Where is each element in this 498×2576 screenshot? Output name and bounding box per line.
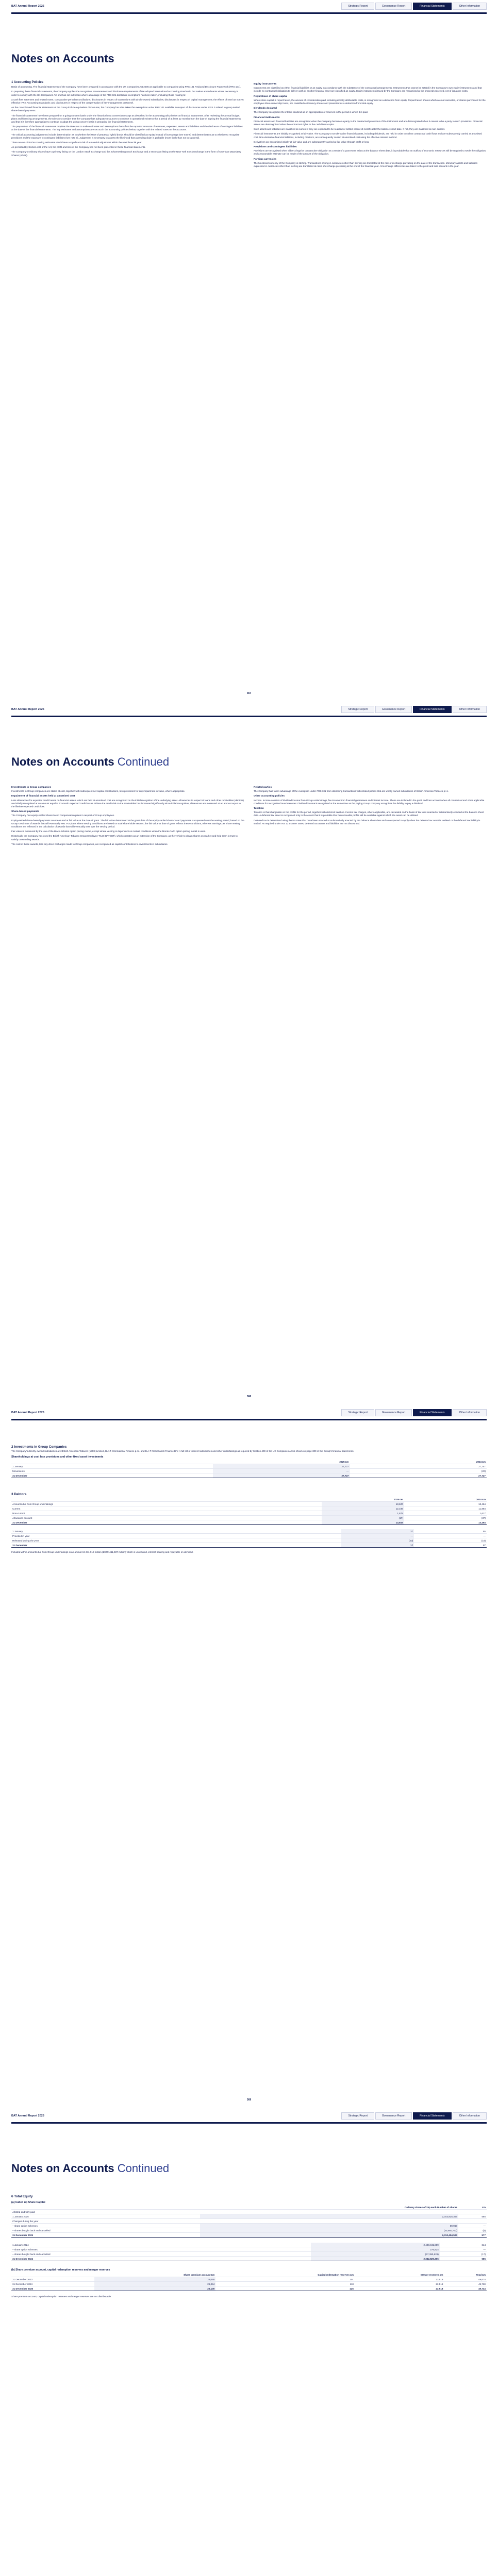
table-row: 31 December 2025 2,312,454,503 577 (12, 2233, 486, 2236)
paragraph: The financial statements have been prepared on a going concern basis under the historical cost convention except as described in the accounting policy below on financial instruments. After reviewing the annual budget, plans and financing arrangements, the Directors consider that the Company has adequate resources to continue in operational existence for a period of at least 12 months from the date of signing the financial statements and that it is therefore appropriate to continue to adopt the going concern basis in preparing the financial statements. (11, 114, 241, 124)
paragraph: The Company's ordinary shares have a primary listing on the London Stock Exchange and the Johannesburg Stock Exchange and a secondary listing on the New York Stock Exchange in the form of American Depositary Shares (ADSs). (11, 150, 241, 157)
paragraph: Investments in Group companies are stated at cost, together with subsequent net capital contributions, less provisions for any impairment in value, where appropriate. (11, 790, 186, 793)
page-367 (0, 0, 498, 703)
col-header: £m (458, 2205, 487, 2210)
table-row: 1 January 37 55 (12, 1530, 486, 1533)
tab-governance-report[interactable]: Governance Report (375, 706, 412, 713)
tab-governance-report[interactable]: Governance Report (375, 1409, 412, 1416)
table-row: 1 January 27,727 27,747 (12, 1465, 486, 1468)
note-heading: 6 Total Equity (11, 2195, 33, 2198)
nav-tabs (341, 2112, 487, 2120)
paragraph: The functional currency of the Company is sterling. Transactions arising in currencies other than sterling are translated at the rate of exchange prevailing on the date of the transaction. Monetary assets and liabilities expressed in currencies other than sterling are translated at rates of exchange prevailing at the end of the financial year. All exchange differences are taken to the profit and loss account in the year. (254, 161, 478, 168)
paragraph: The Company's directly owned subsidiaries are British American Tobacco (1998) Limited, B.A.T. International Finance p.l.c. and B.A.T Netherlands Finance B.V. A full list of indirect subsidiaries and other undertakings as required by Section 409 of the UK Companies Act is shown on page 309 of the Group's financial statements. (11, 1450, 354, 1452)
investments-table (11, 1460, 487, 1478)
left-column (11, 81, 244, 170)
tab-strategic-report[interactable]: Strategic Report (341, 2112, 374, 2120)
col-header: 2024 £m (350, 1460, 487, 1464)
tab-other-information[interactable]: Other Information (453, 1409, 487, 1416)
subheading: Share-based payments (11, 810, 39, 814)
tab-strategic-report[interactable]: Strategic Report (341, 1409, 374, 1416)
note-2-section (0, 1420, 498, 1478)
footnote: Included within amounts due from Group undertakings is an amount of £11,918 million (2024: £11,687 million) which is unsecured, interest bearing and repayable on demand. (11, 1551, 193, 1554)
footnote: Share premium account, capital redemption reserves and merger reserves are not distributable. (11, 2295, 112, 2298)
table-row: – shares bought back and cancelled (30,460,763) (8) (12, 2229, 486, 2232)
page-370 (0, 2110, 498, 2576)
table-row: 1 January 2024 2,408,841,809 614 (12, 2243, 486, 2246)
paragraph: Deferred tax is determined using the tax rates that have been enacted or substantively enacted by the balance sheet date and are expected to apply when the deferred tax asset is realised or the deferred tax liability is settled. As required under IAS 12 Income Taxes, deferred tax assets and liabilities are not discounted. (254, 819, 480, 825)
table-row: – share option schemes 275,824 — (12, 2248, 486, 2251)
subheading: Taxation (254, 807, 264, 810)
page-number: 368 (246, 1395, 252, 1398)
table-row: Amounts due from Group undertakings 13,847 13,464 (12, 1502, 486, 1505)
table-row: 31 December 2024 26,094 118 23,518 49,730 (12, 2282, 486, 2285)
page-header (0, 2110, 498, 2122)
table-row: 31 December 2024 2,342,825,306 585 (12, 2257, 486, 2260)
table-row: – share option schemes 89,960 — (12, 2224, 486, 2227)
nav-tabs (341, 706, 487, 713)
paragraph: The cost of these awards, less any direct recharges made to Group companies, are recognised as capital contributions to investments in subsidiaries. (11, 842, 168, 845)
paragraph: The Company recognises the interim dividend as an appropriation of reserves in the period in which it is paid. (254, 111, 368, 114)
reserves-table: Share premium account £m Capital redemption reserves £m Merger reserves £m Total £m 31 December 2023 26,055 101 23,518 49,674 31 December 2024 26,094 118 23,518 49,730 31 December 2025 26,100 126 23,518 49,744 (12, 2273, 486, 2290)
table-row: Released during the year (20) (18) (12, 1539, 486, 1542)
paragraph: The critical accounting judgements include determination as to whether the issue of perpetual hybrid bonds should be classified as equity instead of borrowings (see note 6) and determination as to whether to recognise provisions and the exposure to contingent liabilities (see note 7). Judgement is necessary to assess the likelihood that a pending claim is probable (more likely than not to succeed). (11, 133, 240, 139)
tab-other-information[interactable]: Other Information (453, 706, 487, 713)
tab-strategic-report[interactable]: Strategic Report (341, 706, 374, 713)
subheading: Foreign currencies (254, 158, 277, 161)
report-brand: BAT Annual Report 2025 (11, 5, 44, 8)
table-row: Changes during the year (11, 2219, 487, 2224)
page-368 (0, 703, 498, 1406)
table-row: Allotted and fully paid (11, 2210, 487, 2214)
paragraph: The Company has equity-settled share-based compensation plans in respect of Group employees. (11, 814, 115, 817)
col-header: 2025 £m (213, 1460, 350, 1464)
tab-financial-statements[interactable]: Financial Statements (413, 1409, 451, 1416)
note-6-section (0, 2195, 498, 2298)
paragraph: Fair value is measured by the use of the Black-Scholes option pricing model, except where vesting is dependent on market conditions when the Monte-Carlo option pricing model is used. (11, 830, 206, 833)
table-row: 31 December 2023 26,055 101 23,518 49,674 (12, 2278, 486, 2281)
paragraph: Such assets and liabilities are classified as current if they are expected to be realised or settled within 12 months after the balance sheet date. If not, they are classified as non-current. (254, 128, 445, 131)
table-row: 31 December 2025 26,100 126 23,518 49,744 (12, 2287, 486, 2290)
note-heading: 3 Debtors (11, 1493, 27, 1497)
paragraph: a cash flow statement and related notes; comparative period reconciliations; disclosures in respect of transactions with wholly owned subsidiaries; disclosures in respect of capital management; the effects of new but not yet effective IFRS Accounting Standards; and disclosures in respect of the compensation of key management personnel. (11, 98, 244, 105)
table-row: 1 January 2025 2,342,825,306 585 (12, 2215, 486, 2218)
table-row: Non-current 1,678 1,617 (12, 1512, 486, 1515)
left-column (11, 784, 244, 848)
paragraph: As the consolidated financial statements of the Group include equivalent disclosures, the Company has also taken the exemptions under FRS 101 available in respect of disclosures under IFRS 2 related to group settled share-based payments. (11, 106, 240, 112)
paragraph: When share capital is repurchased, the amount of consideration paid, including directly attributable costs, is recognised as a deduction from equity. Repurchased shares which are not cancelled, or shares purchased for the employee share ownership trusts, are classified as treasury shares and presented as a deduction from total equity. (254, 98, 486, 105)
paragraph: In preparing these financial statements, the Company applies the recognition, measurement and disclosure requirements of UK-adopted international accounting standards, but makes amendments where necessary in order to comply with the UK Companies Act and has set out below where advantage of the FRS 101 disclosure exemptions has been taken, including those relating to: (11, 90, 239, 96)
allowance-table (11, 1529, 487, 1548)
report-brand: BAT Annual Report 2025 (11, 708, 44, 711)
page-header (0, 703, 498, 716)
subheading: (a) Called up Share Capital (11, 2201, 45, 2204)
paragraph: There are no critical accounting estimates which have a significant risk of a material adjustment within the next financial year. (11, 141, 142, 144)
paragraph: Provisions are recognised when either a legal or constructive obligation as a result of a past event exists at the balance sheet date, it is probable that an outflow of economic resources will be required to settle the obligation, and a reasonable estimate can be made of the amount of the obligation. (254, 149, 487, 156)
table-row: Provided in year — — (12, 1534, 486, 1537)
paragraph: Income. Income consists of dividend income from Group undertakings, fee income from financial guarantees and interest income. These are included in the profit and loss account when all contractual and other applicable conditions for recognition have been met. Dividend income is recognised at the same time as the paying Group company recognises the liability to pay a dividend. (254, 799, 485, 805)
share-capital-2024-table (11, 2243, 487, 2261)
page-title: Notes on Accounts Continued (11, 755, 170, 768)
tab-financial-statements[interactable]: Financial Statements (413, 3, 451, 10)
subheading: Provisions and contingent liabilities (254, 146, 297, 149)
subheading: Equity instruments (254, 83, 277, 86)
debtors-table: 2025 £m 2024 £m Amounts due from Group undertakings 13,847 13,464 Current 12,186 11,884 Non-current 1,678 1,617 Allowance account (17) (37) 31 December 13,847 13,464 (12, 1498, 486, 1524)
tab-strategic-report[interactable]: Strategic Report (341, 3, 374, 10)
tab-governance-report[interactable]: Governance Report (375, 3, 412, 10)
page-title: Notes on Accounts (11, 52, 114, 65)
table-row: 31 December 17 37 (12, 1544, 486, 1547)
tab-other-information[interactable]: Other Information (453, 3, 487, 10)
paragraph: As permitted by Section 408 of the Act, the profit and loss of the Company has not been presented in these financial statements. (11, 146, 146, 149)
table-row: Current 12,186 11,884 (12, 1507, 486, 1510)
tab-financial-statements[interactable]: Financial Statements (413, 2112, 451, 2120)
share-capital-table (11, 2205, 487, 2238)
table-row: 31 December 27,727 27,727 (12, 1474, 486, 1477)
report-brand: BAT Annual Report 2025 (11, 1411, 44, 1414)
nav-tabs (341, 3, 487, 10)
table-title: Shareholdings at cost less provisions and other fixed asset investments (11, 1455, 104, 1459)
note-3-section (0, 1478, 498, 1554)
table-row: Movements — (20) (12, 1469, 486, 1472)
paragraph: Loss allowances for expected credit losses on financial assets which are held at amortised cost are recognised on the initial recognition of the underlying asset. Allowances in respect of loans and other receivables (debtors) are initially recognised at an amount equal to 12-month expected credit losses. Where the credit risk on the receivables has increased significantly since initial recognition, allowances are measured at an amount equal to the lifetime expected credit loss. (11, 799, 244, 808)
page-title: Notes on Accounts Continued (11, 2162, 170, 2175)
report-brand: BAT Annual Report 2025 (11, 2114, 44, 2117)
page-header (0, 1406, 498, 1419)
subheading: Repurchase of share capital (254, 95, 288, 98)
tab-other-information[interactable]: Other Information (453, 2112, 487, 2120)
paragraph: Financial instruments are initially recognised at fair value. The Company's non-derivative financial assets, including dividends, are held in order to collect contractual cash flows and are subsequently carried at amortised cost. Non-derivative financial liabilities, including creditors, are subsequently carried at amortised cost using the effective interest method. (254, 132, 482, 139)
subheading: Investments in Group companies (11, 786, 52, 789)
table-row: Allowance account (17) (37) (12, 1516, 486, 1519)
col-header: Ordinary shares of 25p each Number of shares (200, 2205, 458, 2210)
nav-tabs (341, 1409, 487, 1416)
section-heading: 1 Accounting Policies (11, 81, 44, 84)
paragraph: Derivatives are recognised initially at fair value and are subsequently carried at fair value through profit or loss. (254, 140, 370, 143)
subheading: Dividends declared (254, 107, 277, 110)
paragraph: Instruments are classified as either financial liabilities or as equity in accordance with the substance of the contractual arrangements. Instruments that cannot be settled in the Company's own equity instruments and that include no contractual obligation to deliver cash or another financial asset are classified as equity. Equity instruments issued by the Company are recognised at the proceeds received, net of issuance costs. (254, 87, 482, 93)
page-number: 367 (246, 692, 252, 695)
tab-financial-statements[interactable]: Financial Statements (413, 706, 451, 713)
tab-governance-report[interactable]: Governance Report (375, 2112, 412, 2120)
subheading: Financial instruments (254, 116, 280, 119)
right-column (254, 81, 487, 170)
table-row: 31 December 13,847 13,464 (12, 1521, 486, 1524)
paragraph: Historically, the Company has used the British American Tobacco Group Employee Trust (BATGET), which operates as an extension of the Company, as the vehicle to obtain shares on market and hold them in trust to satisfy outstanding awards. (11, 835, 238, 841)
subheading: Impairment of financial assets held at amortised cost (11, 795, 75, 798)
table-row: – shares bought back and cancelled (67,390,629) (17) (12, 2252, 486, 2256)
paragraph: Basis of accounting. The financial statements of the Company have been prepared in accordance with the UK Companies Act 2006 as applicable to companies using FRS 101 Reduced Disclosure Framework (FRS 101). (11, 86, 241, 89)
subheading: Related parties (254, 786, 272, 789)
page-number: 369 (246, 2098, 252, 2102)
subheading: Other accounting policies (254, 795, 285, 798)
right-column (254, 784, 487, 848)
paragraph: Financial assets and financial liabilities are recognised when the Company becomes a party to the contractual provisions of the instrument and are derecognised when it ceases to be a party to such provisions. Financial assets are derecognised when the contractual rights to the cash flows expire. (254, 120, 483, 126)
paragraph: Taxation is that chargeable on the profits for the period, together with deferred taxation. Income tax charges, where applicable, are calculated on the basis of tax laws enacted or substantively enacted at the balance sheet date. A deferred tax asset is recognised only to the extent that it is probable that future taxable profits will be available against which the asset can be utilised. (254, 811, 484, 817)
page-header (0, 0, 498, 12)
note-heading: 2 Investments in Group Companies (11, 1445, 67, 1449)
paragraph: The preparation of the financial statements requires the Directors to make estimates and assumptions that affect the reported amounts of revenues, expenses, assets and liabilities and the disclosure of contingent liabilities at the date of the financial statements. The key estimates and assumptions are set out in the accounting policies below, together with the related notes on the accounts. (11, 125, 243, 131)
paragraph: Equity-settled share-based payments are measured at fair value at the date of grant. The fair value determined at the grant date of the equity-settled share-based payments is expensed over the vesting period, based on the Group's estimate of awards that will eventually vest. For plans where vesting conditions are based on total shareholder returns, the fair value at date of grant reflects these conditions, whereas earnings per share vesting conditions are reflected in the calculation of awards that will eventually vest over the vesting period. (11, 819, 244, 828)
subheading: (b) Share premium account, capital redemption reserves and merger reserves (11, 2268, 110, 2272)
page-369 (0, 1406, 498, 2110)
paragraph: The Company has taken advantage of the exemption under FRS 101 from disclosing transactions with related parties that are wholly owned subsidiaries of British American Tobacco p.l.c. (254, 790, 449, 793)
